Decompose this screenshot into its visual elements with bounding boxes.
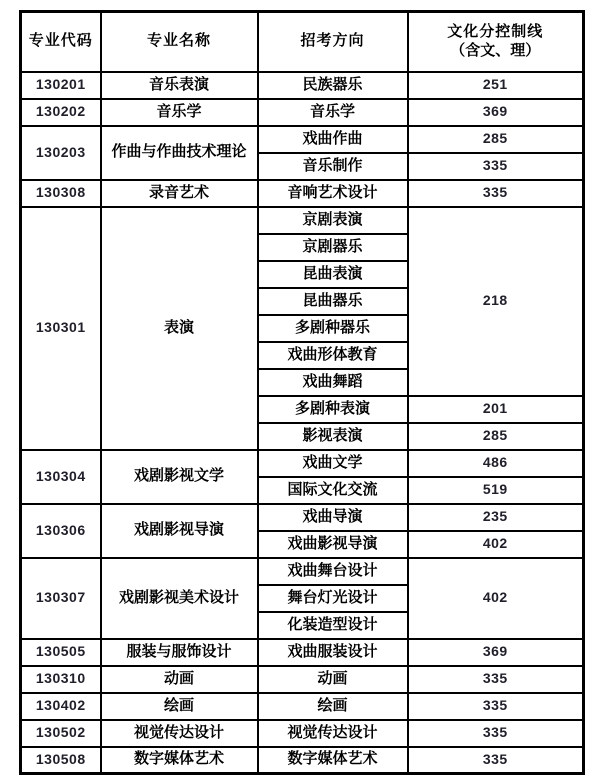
- major-name-cell: 表演: [101, 207, 258, 450]
- direction-cell: 多剧种表演: [258, 396, 408, 423]
- score-cell: 335: [408, 180, 584, 207]
- table-row: [21, 180, 584, 207]
- direction-cell: 昆曲器乐: [258, 288, 408, 315]
- table-row: [21, 720, 584, 747]
- major-name-cell: 动画: [101, 666, 258, 693]
- direction-cell: 戏曲形体教育: [258, 342, 408, 369]
- major-name-cell: 戏剧影视文学: [101, 450, 258, 504]
- score-cell: 402: [408, 558, 584, 639]
- major-code-cell: 130508: [21, 747, 101, 774]
- table-row: [21, 450, 584, 477]
- score-cell: 486: [408, 450, 584, 477]
- major-code-cell: 130203: [21, 126, 101, 180]
- score-table: [19, 10, 585, 775]
- major-code-cell: 130304: [21, 450, 101, 504]
- major-code-cell: 130505: [21, 639, 101, 666]
- direction-cell: 绘画: [258, 693, 408, 720]
- direction-cell: 数字媒体艺术: [258, 747, 408, 774]
- table-row: [21, 72, 584, 99]
- direction-cell: 多剧种器乐: [258, 315, 408, 342]
- direction-cell: 京剧表演: [258, 207, 408, 234]
- column-header-direction: [258, 12, 408, 72]
- direction-cell: 音响艺术设计: [258, 180, 408, 207]
- score-cell: 402: [408, 531, 584, 558]
- column-header-label: 专业代码: [28, 32, 93, 50]
- major-code-cell: 130307: [21, 558, 101, 639]
- table-row: [21, 639, 584, 666]
- table-row: [21, 504, 584, 531]
- column-header-label: 文化分控制线: [447, 23, 544, 40]
- column-header-score: [408, 12, 584, 72]
- major-name-cell: 作曲与作曲技术理论: [101, 126, 258, 180]
- score-cell: 335: [408, 747, 584, 774]
- major-name-cell: 视觉传达设计: [101, 720, 258, 747]
- direction-cell: 戏曲舞台设计: [258, 558, 408, 585]
- score-cell: 335: [408, 693, 584, 720]
- score-cell: 201: [408, 396, 584, 423]
- table-header: [21, 12, 584, 72]
- direction-cell: 京剧器乐: [258, 234, 408, 261]
- direction-cell: 戏曲作曲: [258, 126, 408, 153]
- table-body: [21, 72, 584, 774]
- score-cell: 335: [408, 720, 584, 747]
- major-code-cell: 130310: [21, 666, 101, 693]
- major-code-cell: 130202: [21, 99, 101, 126]
- major-name-cell: 音乐表演: [101, 72, 258, 99]
- major-name-cell: 数字媒体艺术: [101, 747, 258, 774]
- column-header-major: [101, 12, 258, 72]
- direction-cell: 舞台灯光设计: [258, 585, 408, 612]
- direction-cell: 昆曲表演: [258, 261, 408, 288]
- score-cell: 369: [408, 99, 584, 126]
- direction-cell: 戏曲导演: [258, 504, 408, 531]
- table-row: [21, 99, 584, 126]
- major-name-cell: 戏剧影视美术设计: [101, 558, 258, 639]
- major-code-cell: 130306: [21, 504, 101, 558]
- major-name-cell: 音乐学: [101, 99, 258, 126]
- direction-cell: 动画: [258, 666, 408, 693]
- table-row: [21, 558, 584, 585]
- table-row: [21, 666, 584, 693]
- header-row: [21, 12, 584, 72]
- direction-cell: 音乐制作: [258, 153, 408, 180]
- score-cell: 335: [408, 666, 584, 693]
- major-code-cell: 130308: [21, 180, 101, 207]
- direction-cell: 影视表演: [258, 423, 408, 450]
- major-name-cell: 绘画: [101, 693, 258, 720]
- major-name-cell: 服装与服饰设计: [101, 639, 258, 666]
- direction-cell: 国际文化交流: [258, 477, 408, 504]
- direction-cell: 戏曲影视导演: [258, 531, 408, 558]
- score-cell: 285: [408, 126, 584, 153]
- major-name-cell: 戏剧影视导演: [101, 504, 258, 558]
- column-header-label-line2: （含文、理）: [450, 41, 541, 59]
- score-cell: 369: [408, 639, 584, 666]
- major-code-cell: 130502: [21, 720, 101, 747]
- major-code-cell: 130402: [21, 693, 101, 720]
- score-cell: 251: [408, 72, 584, 99]
- score-cell: 285: [408, 423, 584, 450]
- direction-cell: 化装造型设计: [258, 612, 408, 639]
- direction-cell: 戏曲服装设计: [258, 639, 408, 666]
- major-code-cell: 130301: [21, 207, 101, 450]
- table-row: [21, 693, 584, 720]
- direction-cell: 音乐学: [258, 99, 408, 126]
- direction-cell: 视觉传达设计: [258, 720, 408, 747]
- column-header-label: 招考方向: [300, 32, 365, 50]
- score-cell: 519: [408, 477, 584, 504]
- major-code-cell: 130201: [21, 72, 101, 99]
- direction-cell: 民族器乐: [258, 72, 408, 99]
- table-row: [21, 747, 584, 774]
- score-cell: 235: [408, 504, 584, 531]
- score-cell: 218: [408, 207, 584, 396]
- table-row: [21, 207, 584, 234]
- direction-cell: 戏曲舞蹈: [258, 369, 408, 396]
- score-cell: 335: [408, 153, 584, 180]
- column-header-code: [21, 12, 101, 72]
- table-row: [21, 126, 584, 153]
- direction-cell: 戏曲文学: [258, 450, 408, 477]
- column-header-label: 专业名称: [146, 32, 211, 50]
- major-name-cell: 录音艺术: [101, 180, 258, 207]
